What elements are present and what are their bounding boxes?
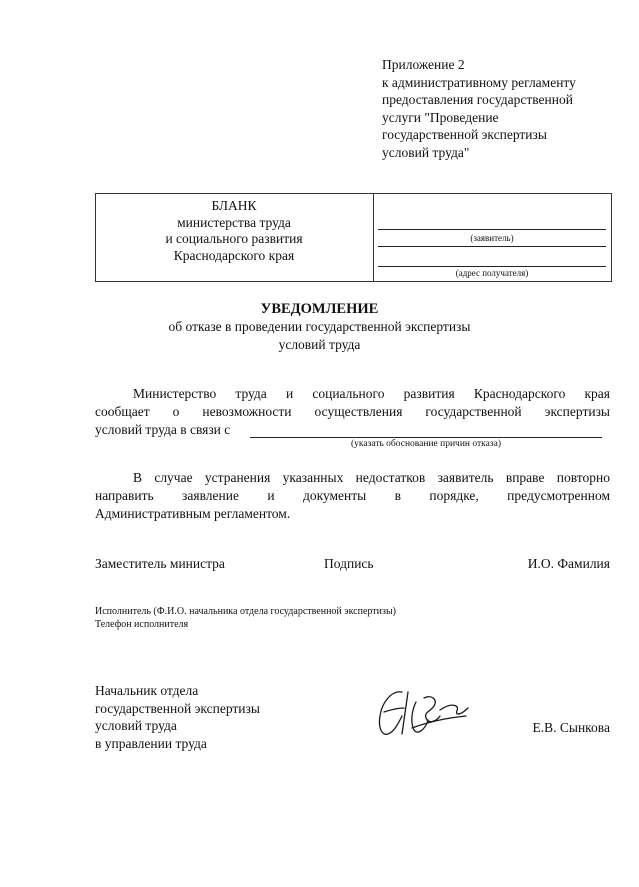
- signatory-position: Заместитель министра: [95, 556, 225, 571]
- approver-line: условий труда: [95, 718, 177, 733]
- applicant-line-2: [378, 246, 606, 247]
- blank-line: Краснодарского края: [173, 247, 295, 263]
- appendix-line: услуги "Проведение: [382, 109, 499, 125]
- appendix-line: Приложение 2: [382, 57, 465, 72]
- letterhead-divider: [373, 193, 374, 281]
- signature-placeholder: Подпись: [324, 556, 374, 571]
- notice-subtitle: [0, 318, 639, 354]
- address-line: [378, 266, 606, 267]
- executor-line: Исполнитель (Ф.И.О. начальника отдела государственной экспертизы): [95, 606, 397, 617]
- blank-line: БЛАНК: [211, 198, 257, 213]
- applicant-line-1: [378, 229, 606, 230]
- body-p2-line1: В случае устранения указанных недостатков заявитель вправе повторно: [133, 470, 610, 485]
- body-p1-line3: условий труда в связи с: [95, 422, 231, 437]
- reason-line: [250, 437, 602, 438]
- address-caption: (адрес получателя): [455, 268, 529, 278]
- body-p1-line2: сообщает о невозможности осуществления государственной экспертизы: [95, 404, 610, 419]
- appendix-block: [382, 56, 576, 161]
- appendix-line: государственной экспертизы: [382, 127, 547, 142]
- appendix-line: предоставления государственной: [382, 92, 573, 107]
- subtitle-line: условий труда: [278, 337, 361, 352]
- reason-caption: (указать обоснование причин отказа): [351, 439, 501, 449]
- handwritten-signature: [372, 682, 472, 744]
- approver-block: [95, 682, 260, 752]
- appendix-line: условий труда": [382, 144, 470, 160]
- applicant-caption: (заявитель): [470, 233, 514, 243]
- notice-title: УВЕДОМЛЕНИЕ: [260, 301, 379, 317]
- approver-line: государственной экспертизы: [95, 700, 260, 716]
- executor-phone: Телефон исполнителя: [95, 619, 189, 630]
- body-p1-line1: Министерство труда и социального развития Краснодарского края: [133, 386, 610, 401]
- blank-line: министерства труда: [177, 214, 291, 230]
- blank-line: и социального развития: [165, 231, 303, 246]
- body-p2-line3: Административным регламентом.: [95, 506, 291, 521]
- approver-line: в управлении труда: [95, 735, 207, 751]
- blank-header: [96, 198, 372, 264]
- signatory-name: И.О. Фамилия: [527, 556, 610, 571]
- approver-line: Начальник отдела: [95, 683, 199, 698]
- subtitle-line: об отказе в проведении государственной экспертизы: [168, 319, 471, 334]
- appendix-line: к административному регламенту: [382, 74, 576, 90]
- approver-name: Е.В. Сынкова: [532, 720, 610, 735]
- body-p2-line2: направить заявление и документы в порядке, предусмотренном: [95, 488, 610, 503]
